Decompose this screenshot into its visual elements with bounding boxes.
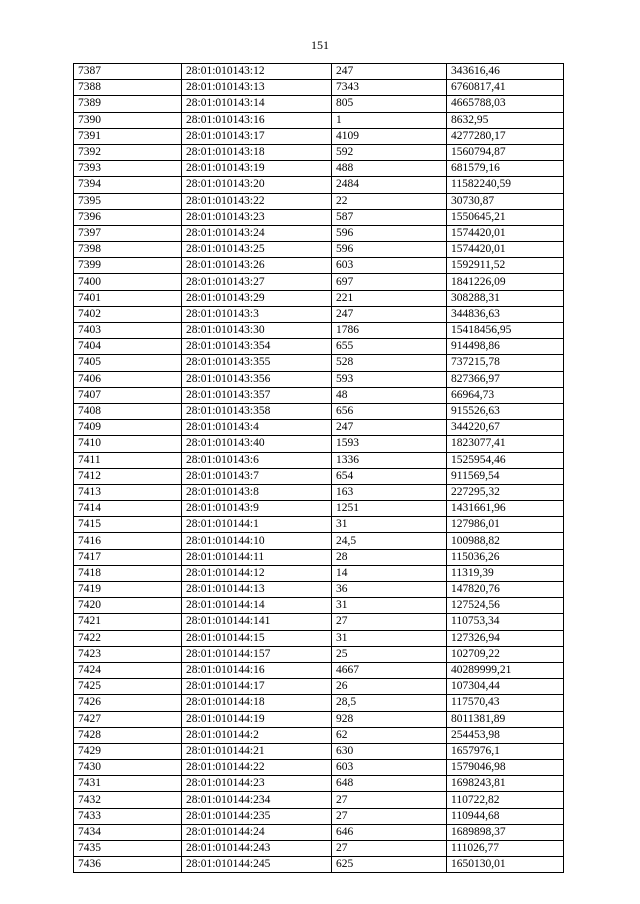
cadastral-number-cell: 28:01:010144:11: [182, 549, 332, 565]
table-row: [74, 711, 564, 727]
table-row: [74, 743, 564, 759]
row-number-cell: 7417: [74, 549, 182, 565]
cadastral-number-cell: 28:01:010143:24: [182, 225, 332, 241]
cadastral-number-cell: 28:01:010144:234: [182, 792, 332, 808]
cadastral-number-cell: 28:01:010144:16: [182, 662, 332, 678]
table-row: [74, 776, 564, 792]
value-cell: 344836,63: [447, 306, 564, 322]
area-cell: 592: [332, 144, 447, 160]
cadastral-number-cell: 28:01:010143:9: [182, 501, 332, 517]
table-row: [74, 420, 564, 436]
table-row: [74, 841, 564, 857]
value-cell: 227295,32: [447, 484, 564, 500]
cadastral-number-cell: 28:01:010144:243: [182, 841, 332, 857]
area-cell: 27: [332, 808, 447, 824]
table-row: [74, 209, 564, 225]
cadastral-number-cell: 28:01:010143:17: [182, 128, 332, 144]
cadastral-number-cell: 28:01:010144:12: [182, 565, 332, 581]
value-cell: 127326,94: [447, 630, 564, 646]
value-cell: 110944,68: [447, 808, 564, 824]
area-cell: 25: [332, 646, 447, 662]
value-cell: 1689898,37: [447, 824, 564, 840]
value-cell: 1650130,01: [447, 857, 564, 873]
cadastral-number-cell: 28:01:010143:26: [182, 258, 332, 274]
cadastral-number-cell: 28:01:010143:357: [182, 387, 332, 403]
value-cell: 915526,63: [447, 403, 564, 419]
cadastral-number-cell: 28:01:010143:8: [182, 484, 332, 500]
row-number-cell: 7410: [74, 436, 182, 452]
table-row: [74, 144, 564, 160]
area-cell: 247: [332, 306, 447, 322]
row-number-cell: 7412: [74, 468, 182, 484]
table-row: [74, 80, 564, 96]
value-cell: 30730,87: [447, 193, 564, 209]
data-table: [73, 63, 564, 873]
area-cell: 22: [332, 193, 447, 209]
area-cell: 163: [332, 484, 447, 500]
table-row: [74, 64, 564, 80]
table-row: [74, 177, 564, 193]
area-cell: 31: [332, 598, 447, 614]
row-number-cell: 7406: [74, 371, 182, 387]
row-number-cell: 7393: [74, 161, 182, 177]
value-cell: 1592911,52: [447, 258, 564, 274]
value-cell: 914498,86: [447, 339, 564, 355]
row-number-cell: 7403: [74, 323, 182, 339]
value-cell: 110722,82: [447, 792, 564, 808]
cadastral-number-cell: 28:01:010144:14: [182, 598, 332, 614]
value-cell: 4665788,03: [447, 96, 564, 112]
table-row: [74, 695, 564, 711]
table-row: [74, 274, 564, 290]
table-row: [74, 290, 564, 306]
area-cell: 27: [332, 614, 447, 630]
cadastral-number-cell: 28:01:010143:7: [182, 468, 332, 484]
row-number-cell: 7424: [74, 662, 182, 678]
area-cell: 1251: [332, 501, 447, 517]
cadastral-number-cell: 28:01:010144:235: [182, 808, 332, 824]
cadastral-number-cell: 28:01:010144:141: [182, 614, 332, 630]
value-cell: 911569,54: [447, 468, 564, 484]
cadastral-number-cell: 28:01:010144:24: [182, 824, 332, 840]
row-number-cell: 7394: [74, 177, 182, 193]
row-number-cell: 7430: [74, 760, 182, 776]
page-number: 151: [311, 38, 329, 52]
table-row: [74, 501, 564, 517]
cadastral-number-cell: 28:01:010143:4: [182, 420, 332, 436]
table-row: [74, 517, 564, 533]
table-row: [74, 403, 564, 419]
table-row: [74, 306, 564, 322]
value-cell: 100988,82: [447, 533, 564, 549]
area-cell: 247: [332, 420, 447, 436]
area-cell: 31: [332, 517, 447, 533]
table-row: [74, 662, 564, 678]
row-number-cell: 7405: [74, 355, 182, 371]
row-number-cell: 7388: [74, 80, 182, 96]
area-cell: 1336: [332, 452, 447, 468]
cadastral-number-cell: 28:01:010143:13: [182, 80, 332, 96]
cadastral-number-cell: 28:01:010144:18: [182, 695, 332, 711]
table-row: [74, 193, 564, 209]
table-row: [74, 96, 564, 112]
area-cell: 27: [332, 792, 447, 808]
table-row: [74, 824, 564, 840]
row-number-cell: 7401: [74, 290, 182, 306]
table-row: [74, 323, 564, 339]
cadastral-number-cell: 28:01:010143:29: [182, 290, 332, 306]
cadastral-number-cell: 28:01:010144:22: [182, 760, 332, 776]
value-cell: 111026,77: [447, 841, 564, 857]
row-number-cell: 7425: [74, 679, 182, 695]
value-cell: 147820,76: [447, 582, 564, 598]
table-row: [74, 808, 564, 824]
area-cell: 603: [332, 760, 447, 776]
cadastral-number-cell: 28:01:010143:14: [182, 96, 332, 112]
row-number-cell: 7427: [74, 711, 182, 727]
row-number-cell: 7407: [74, 387, 182, 403]
row-number-cell: 7414: [74, 501, 182, 517]
value-cell: 15418456,95: [447, 323, 564, 339]
table-row: [74, 128, 564, 144]
row-number-cell: 7395: [74, 193, 182, 209]
value-cell: 1550645,21: [447, 209, 564, 225]
cadastral-number-cell: 28:01:010144:10: [182, 533, 332, 549]
area-cell: 593: [332, 371, 447, 387]
area-cell: 31: [332, 630, 447, 646]
area-cell: 1593: [332, 436, 447, 452]
area-cell: 221: [332, 290, 447, 306]
value-cell: 1823077,41: [447, 436, 564, 452]
value-cell: 343616,46: [447, 64, 564, 80]
value-cell: 107304,44: [447, 679, 564, 695]
area-cell: 528: [332, 355, 447, 371]
value-cell: 117570,43: [447, 695, 564, 711]
row-number-cell: 7436: [74, 857, 182, 873]
row-number-cell: 7400: [74, 274, 182, 290]
table-row: [74, 225, 564, 241]
cadastral-number-cell: 28:01:010144:19: [182, 711, 332, 727]
area-cell: 62: [332, 727, 447, 743]
value-cell: 110753,34: [447, 614, 564, 630]
area-cell: 625: [332, 857, 447, 873]
table-row: [74, 549, 564, 565]
area-cell: 24,5: [332, 533, 447, 549]
area-cell: 596: [332, 225, 447, 241]
table-row: [74, 371, 564, 387]
table-row: [74, 468, 564, 484]
cadastral-number-cell: 28:01:010143:27: [182, 274, 332, 290]
value-cell: 11319,39: [447, 565, 564, 581]
cadastral-number-cell: 28:01:010143:358: [182, 403, 332, 419]
table-row: [74, 727, 564, 743]
table-row: [74, 436, 564, 452]
value-cell: 66964,73: [447, 387, 564, 403]
table-row: [74, 582, 564, 598]
row-number-cell: 7433: [74, 808, 182, 824]
area-cell: 36: [332, 582, 447, 598]
value-cell: 1574420,01: [447, 225, 564, 241]
row-number-cell: 7411: [74, 452, 182, 468]
area-cell: 4109: [332, 128, 447, 144]
area-cell: 928: [332, 711, 447, 727]
row-number-cell: 7399: [74, 258, 182, 274]
area-cell: 27: [332, 841, 447, 857]
row-number-cell: 7408: [74, 403, 182, 419]
area-cell: 2484: [332, 177, 447, 193]
table-row: [74, 484, 564, 500]
table-row: [74, 565, 564, 581]
row-number-cell: 7421: [74, 614, 182, 630]
area-cell: 648: [332, 776, 447, 792]
value-cell: 1657976,1: [447, 743, 564, 759]
area-cell: 488: [332, 161, 447, 177]
row-number-cell: 7418: [74, 565, 182, 581]
row-number-cell: 7416: [74, 533, 182, 549]
row-number-cell: 7387: [74, 64, 182, 80]
table-row: [74, 614, 564, 630]
value-cell: 127986,01: [447, 517, 564, 533]
row-number-cell: 7404: [74, 339, 182, 355]
row-number-cell: 7428: [74, 727, 182, 743]
cadastral-number-cell: 28:01:010144:21: [182, 743, 332, 759]
cadastral-number-cell: 28:01:010143:25: [182, 242, 332, 258]
value-cell: 8011381,89: [447, 711, 564, 727]
table-row: [74, 760, 564, 776]
row-number-cell: 7435: [74, 841, 182, 857]
value-cell: 254453,98: [447, 727, 564, 743]
value-cell: 4277280,17: [447, 128, 564, 144]
cadastral-number-cell: 28:01:010144:245: [182, 857, 332, 873]
value-cell: 1579046,98: [447, 760, 564, 776]
table-row: [74, 679, 564, 695]
table-row: [74, 792, 564, 808]
value-cell: 1698243,81: [447, 776, 564, 792]
value-cell: 1560794,87: [447, 144, 564, 160]
cadastral-number-cell: 28:01:010143:6: [182, 452, 332, 468]
value-cell: 737215,78: [447, 355, 564, 371]
value-cell: 681579,16: [447, 161, 564, 177]
area-cell: 26: [332, 679, 447, 695]
cadastral-number-cell: 28:01:010144:15: [182, 630, 332, 646]
table-row: [74, 339, 564, 355]
value-cell: 40289999,21: [447, 662, 564, 678]
cadastral-number-cell: 28:01:010144:17: [182, 679, 332, 695]
value-cell: 1574420,01: [447, 242, 564, 258]
cadastral-number-cell: 28:01:010143:356: [182, 371, 332, 387]
value-cell: 6760817,41: [447, 80, 564, 96]
row-number-cell: 7423: [74, 646, 182, 662]
row-number-cell: 7413: [74, 484, 182, 500]
area-cell: 596: [332, 242, 447, 258]
cadastral-number-cell: 28:01:010143:3: [182, 306, 332, 322]
value-cell: 127524,56: [447, 598, 564, 614]
area-cell: 656: [332, 403, 447, 419]
row-number-cell: 7391: [74, 128, 182, 144]
table-row: [74, 161, 564, 177]
table-row: [74, 258, 564, 274]
row-number-cell: 7389: [74, 96, 182, 112]
area-cell: 697: [332, 274, 447, 290]
cadastral-number-cell: 28:01:010143:355: [182, 355, 332, 371]
value-cell: 827366,97: [447, 371, 564, 387]
value-cell: 1841226,09: [447, 274, 564, 290]
row-number-cell: 7429: [74, 743, 182, 759]
value-cell: 11582240,59: [447, 177, 564, 193]
cadastral-number-cell: 28:01:010143:16: [182, 112, 332, 128]
area-cell: 655: [332, 339, 447, 355]
area-cell: 1: [332, 112, 447, 128]
area-cell: 28,5: [332, 695, 447, 711]
cadastral-number-cell: 28:01:010143:22: [182, 193, 332, 209]
value-cell: 1525954,46: [447, 452, 564, 468]
table-row: [74, 387, 564, 403]
row-number-cell: 7431: [74, 776, 182, 792]
cadastral-number-cell: 28:01:010143:40: [182, 436, 332, 452]
cadastral-number-cell: 28:01:010143:12: [182, 64, 332, 80]
row-number-cell: 7422: [74, 630, 182, 646]
table-row: [74, 857, 564, 873]
table-row: [74, 355, 564, 371]
table-row: [74, 646, 564, 662]
row-number-cell: 7426: [74, 695, 182, 711]
cadastral-number-cell: 28:01:010144:157: [182, 646, 332, 662]
table-row: [74, 598, 564, 614]
row-number-cell: 7392: [74, 144, 182, 160]
cadastral-number-cell: 28:01:010143:20: [182, 177, 332, 193]
cadastral-number-cell: 28:01:010144:23: [182, 776, 332, 792]
row-number-cell: 7419: [74, 582, 182, 598]
row-number-cell: 7398: [74, 242, 182, 258]
area-cell: 247: [332, 64, 447, 80]
area-cell: 48: [332, 387, 447, 403]
row-number-cell: 7390: [74, 112, 182, 128]
row-number-cell: 7409: [74, 420, 182, 436]
table-row: [74, 630, 564, 646]
area-cell: 1786: [332, 323, 447, 339]
area-cell: 7343: [332, 80, 447, 96]
value-cell: 102709,22: [447, 646, 564, 662]
cadastral-number-cell: 28:01:010144:1: [182, 517, 332, 533]
value-cell: 344220,67: [447, 420, 564, 436]
value-cell: 1431661,96: [447, 501, 564, 517]
area-cell: 587: [332, 209, 447, 225]
row-number-cell: 7434: [74, 824, 182, 840]
cadastral-number-cell: 28:01:010143:23: [182, 209, 332, 225]
area-cell: 603: [332, 258, 447, 274]
cadastral-number-cell: 28:01:010143:19: [182, 161, 332, 177]
area-cell: 28: [332, 549, 447, 565]
value-cell: 8632,95: [447, 112, 564, 128]
cadastral-number-cell: 28:01:010143:18: [182, 144, 332, 160]
value-cell: 115036,26: [447, 549, 564, 565]
area-cell: 654: [332, 468, 447, 484]
table-row: [74, 242, 564, 258]
cadastral-number-cell: 28:01:010143:30: [182, 323, 332, 339]
row-number-cell: 7402: [74, 306, 182, 322]
area-cell: 4667: [332, 662, 447, 678]
table-body: [74, 64, 564, 873]
value-cell: 308288,31: [447, 290, 564, 306]
row-number-cell: 7420: [74, 598, 182, 614]
area-cell: 646: [332, 824, 447, 840]
row-number-cell: 7432: [74, 792, 182, 808]
row-number-cell: 7397: [74, 225, 182, 241]
table-row: [74, 452, 564, 468]
cadastral-number-cell: 28:01:010143:354: [182, 339, 332, 355]
area-cell: 630: [332, 743, 447, 759]
cadastral-number-cell: 28:01:010144:13: [182, 582, 332, 598]
area-cell: 14: [332, 565, 447, 581]
area-cell: 805: [332, 96, 447, 112]
cadastral-number-cell: 28:01:010144:2: [182, 727, 332, 743]
row-number-cell: 7396: [74, 209, 182, 225]
row-number-cell: 7415: [74, 517, 182, 533]
table-row: [74, 112, 564, 128]
table-row: [74, 533, 564, 549]
